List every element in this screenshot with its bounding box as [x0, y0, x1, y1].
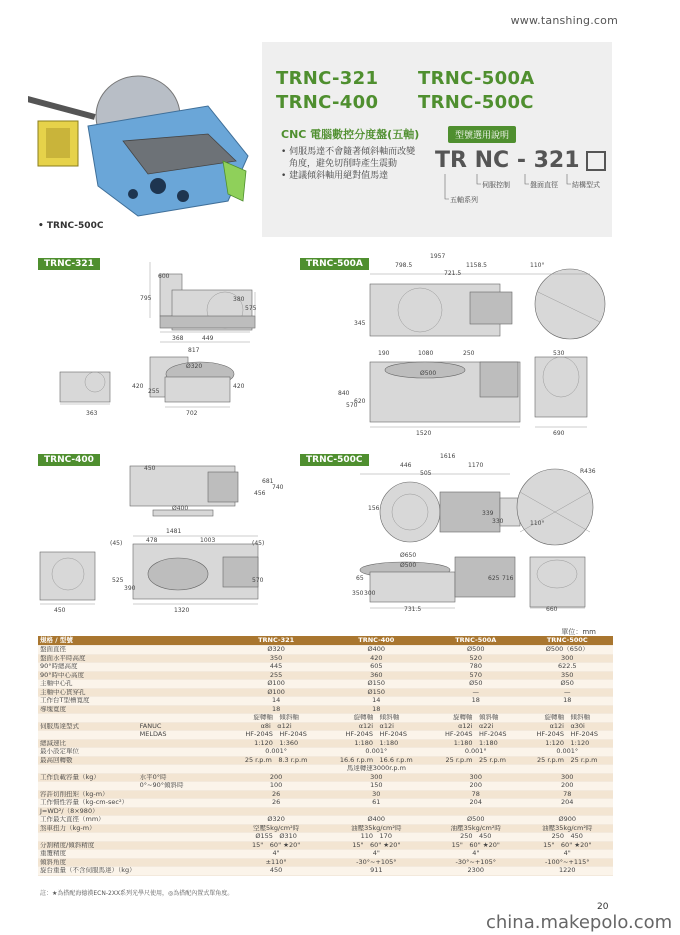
section-tag-400: TRNC-400	[38, 454, 100, 466]
table-cell: 780	[430, 663, 521, 672]
dim-500c-660: 660	[546, 606, 558, 613]
table-cell: —	[522, 688, 614, 697]
table-cell: 旋轉軸 傾斜軸	[430, 714, 521, 723]
dim-500c-446: 446	[400, 462, 412, 469]
dim-400-390: 390	[124, 585, 136, 592]
table-row	[38, 671, 613, 680]
table-cell: -30°~+105°	[323, 858, 430, 867]
dim-500a-570: 570	[346, 402, 358, 409]
spec-header-321: TRNC-321	[230, 636, 323, 646]
table-cell: HF-204S HF-204S	[430, 731, 521, 740]
model-title-500a: TRNC-500A	[418, 68, 535, 89]
site-url[interactable]: www.tanshing.com	[510, 14, 618, 27]
table-row	[38, 867, 613, 876]
dim-321-795: 795	[140, 295, 152, 302]
code-box	[586, 151, 606, 171]
dim-500a-840: 840	[338, 390, 350, 397]
dim-400-681: 681	[262, 478, 274, 485]
table-row	[38, 722, 613, 731]
dim-500c-505: 505	[420, 470, 432, 477]
table-cell: 300	[323, 773, 430, 782]
table-cell	[138, 858, 230, 867]
dim-500c-156: 156	[368, 505, 380, 512]
model-title-321: TRNC-321	[276, 68, 379, 89]
drawing-400	[38, 462, 288, 622]
dim-500c-110: 110°	[530, 520, 545, 527]
dim-400-1003: 1003	[200, 537, 216, 544]
dim-500a-1957: 1957	[430, 253, 446, 260]
dim-500a-690: 690	[553, 430, 565, 437]
table-cell: 622.5	[522, 663, 614, 672]
section-tag-500a: TRNC-500A	[300, 258, 369, 270]
dim-400-45a: (45)	[110, 540, 123, 547]
table-cell: 0.001°	[522, 748, 614, 757]
dim-500c-350: 350	[352, 590, 364, 597]
table-cell: HF-204S HF-204S	[323, 731, 430, 740]
table-cell: 伺服馬達型式	[38, 722, 138, 731]
dim-500c-716: 716	[502, 575, 514, 582]
dim-400-phi400: Ø400	[172, 505, 189, 512]
table-cell: 911	[323, 867, 430, 876]
table-cell	[138, 833, 230, 842]
table-cell: 傾斜角度	[38, 858, 138, 867]
dim-500a-110: 110°	[530, 262, 545, 269]
feature-item: • 伺服馬達不會隨著傾斜軸而改變	[281, 147, 416, 157]
table-row	[38, 663, 613, 672]
table-cell: 26	[230, 799, 323, 808]
table-cell: 油壓35kg/cm²時	[430, 824, 521, 833]
table-cell	[138, 680, 230, 689]
table-cell: 1:120 1:120	[522, 739, 614, 748]
table-row	[38, 782, 613, 791]
dim-500c-300: 300	[364, 590, 376, 597]
table-cell	[138, 654, 230, 663]
table-cell: J=WD²/（8×980）	[38, 807, 138, 816]
table-cell: HF-204S HF-204S	[522, 731, 614, 740]
table-cell: 300	[522, 773, 614, 782]
table-cell: Ø900	[522, 816, 614, 825]
code-label-series: 五軸系列	[450, 196, 478, 204]
table-cell	[138, 799, 230, 808]
table-cell	[138, 748, 230, 757]
dim-400-1481: 1481	[166, 528, 182, 535]
table-cell	[138, 867, 230, 876]
dim-500a-620: 620	[354, 398, 366, 405]
table-row	[38, 731, 613, 740]
table-cell: FANUC	[138, 722, 230, 731]
table-cell: 605	[323, 663, 430, 672]
dim-500a-phi500: Ø500	[420, 370, 437, 377]
table-cell	[38, 714, 138, 723]
table-cell	[138, 807, 230, 816]
table-cell: 350	[230, 654, 323, 663]
dim-400-450: 450	[144, 465, 156, 472]
table-cell	[138, 697, 230, 706]
table-cell	[138, 790, 230, 799]
table-cell: 100	[230, 782, 323, 791]
table-row	[38, 756, 613, 765]
dim-400-570: 570	[252, 577, 264, 584]
table-cell: 450	[230, 867, 323, 876]
table-cell: 570	[430, 671, 521, 680]
table-cell	[38, 782, 138, 791]
table-cell: Ø320	[230, 816, 323, 825]
table-cell: 0°~90°傾斜時	[138, 782, 230, 791]
table-cell: Ø50	[430, 680, 521, 689]
dim-500c-731: 731.5	[404, 606, 422, 613]
table-cell	[138, 671, 230, 680]
table-cell: 15" 60" ★20"	[430, 841, 521, 850]
feature-list	[281, 146, 441, 182]
dim-321-420a: 420	[132, 383, 144, 390]
table-cell: 61	[323, 799, 430, 808]
table-cell: 1:180 1:180	[430, 739, 521, 748]
table-cell: 分割精度/傾斜精度	[38, 841, 138, 850]
table-cell: 25 r.p.m 8.3 r.p.m	[230, 756, 323, 765]
dim-321-255: 255	[148, 388, 160, 395]
table-cell: α12i α30i	[522, 722, 614, 731]
table-cell: 18	[230, 705, 323, 714]
dim-321-600: 600	[158, 273, 170, 280]
table-cell: 26	[230, 790, 323, 799]
dim-500c-r436: R436	[580, 468, 596, 475]
table-cell: 工作台T型槽寬度	[38, 697, 138, 706]
table-cell	[138, 688, 230, 697]
table-cell: 油壓35kg/cm²時	[522, 824, 614, 833]
table-row	[38, 748, 613, 757]
table-cell: 容許切削扭矩（kg-m）	[38, 790, 138, 799]
table-cell	[230, 765, 323, 774]
table-cell: 90°時中心高度	[38, 671, 138, 680]
table-cell: 300	[430, 773, 521, 782]
table-cell: 15" 60" ★20"	[230, 841, 323, 850]
table-cell: 4"	[430, 850, 521, 859]
table-row	[38, 799, 613, 808]
dim-321-368: 368	[172, 335, 184, 342]
hero-machine-image	[28, 66, 258, 226]
table-cell: 0.001°	[230, 748, 323, 757]
table-cell	[430, 807, 521, 816]
dim-321-575: 575	[245, 305, 257, 312]
drawing-500c	[350, 462, 610, 622]
table-cell: 最高回轉數	[38, 756, 138, 765]
table-cell: 1220	[522, 867, 614, 876]
table-cell: 15" 60" ★20"	[323, 841, 430, 850]
spec-header-500c: TRNC-500C	[522, 636, 614, 646]
dim-500a-250: 250	[463, 350, 475, 357]
spec-header-400: TRNC-400	[323, 636, 430, 646]
model-guide-badge: 型號選用說明	[448, 126, 516, 143]
watermark: china.makepolo.com	[486, 912, 673, 933]
dim-500c-phi650: Ø650	[400, 552, 417, 559]
dim-321-380: 380	[233, 296, 245, 303]
table-cell: 工作負載容量（kg）	[38, 773, 138, 782]
table-cell: MELDAS	[138, 731, 230, 740]
table-cell: 78	[522, 790, 614, 799]
table-cell: 14	[323, 697, 430, 706]
table-cell	[138, 765, 230, 774]
table-row	[38, 697, 613, 706]
table-cell: 2300	[430, 867, 521, 876]
table-cell: 旋轉軸 傾斜軸	[522, 714, 614, 723]
spec-header-row	[38, 636, 613, 646]
table-cell: α8i α12i	[230, 722, 323, 731]
dim-500a-530: 530	[553, 350, 565, 357]
model-code: TR NC - 321	[435, 148, 606, 173]
table-cell: Ø155 Ø310	[230, 833, 323, 842]
table-cell: 204	[430, 799, 521, 808]
table-cell: 250 450	[522, 833, 614, 842]
table-cell: 旋台重量（不含伺服馬達）（kg）	[40, 866, 136, 874]
table-cell: Ø400	[323, 816, 430, 825]
table-cell	[522, 765, 614, 774]
table-cell: 204	[522, 799, 614, 808]
table-cell	[138, 646, 230, 655]
table-cell	[38, 731, 138, 740]
feature-item: 角度，避免切削時產生震動	[289, 159, 398, 169]
table-cell: Ø500（650）	[522, 646, 614, 655]
table-cell: Ø150	[323, 688, 430, 697]
spec-header-label: 規格 / 型號	[38, 636, 230, 646]
table-cell	[138, 756, 230, 765]
table-row	[38, 765, 613, 774]
dim-321-702: 702	[186, 410, 198, 417]
page-number: 20	[597, 902, 609, 912]
table-cell: 盤面直徑	[38, 646, 138, 655]
table-cell: HF-204S HF-204S	[230, 731, 323, 740]
table-row	[38, 714, 613, 723]
table-cell: -30°~+105°	[430, 858, 521, 867]
table-cell	[522, 807, 614, 816]
unit-label: 單位：mm	[561, 628, 596, 636]
table-cell: Ø150	[323, 680, 430, 689]
table-cell: 馬達轉速3000r.p.m	[323, 765, 430, 774]
table-row	[38, 841, 613, 850]
table-cell: 4"	[323, 850, 430, 859]
dim-500a-1158: 1158.5	[466, 262, 487, 269]
spec-table	[38, 636, 613, 876]
spec-header-500a: TRNC-500A	[430, 636, 521, 646]
drawing-321	[40, 262, 290, 422]
footnote: 註：★為搭配海德漢ECN-2XX系列光學尺使用，◎為搭配內置式單角度。	[40, 890, 234, 897]
table-cell	[138, 816, 230, 825]
table-cell	[138, 739, 230, 748]
table-cell: 250 450	[430, 833, 521, 842]
dim-321-449: 449	[202, 335, 214, 342]
table-cell: 420	[323, 654, 430, 663]
dim-500c-339: 339	[482, 510, 494, 517]
table-row	[38, 705, 613, 714]
dim-500c-1170: 1170	[468, 462, 484, 469]
table-cell: Ø320	[230, 646, 323, 655]
table-cell	[230, 807, 323, 816]
table-cell: Ø500	[430, 646, 521, 655]
table-cell	[38, 833, 138, 842]
dim-321-phi320: Ø320	[186, 363, 203, 370]
model-title-400: TRNC-400	[276, 92, 379, 113]
table-cell: 200	[230, 773, 323, 782]
dim-500c-1616: 1616	[440, 453, 456, 460]
table-cell: α12i α12i	[323, 722, 430, 731]
table-cell: 總減速比	[38, 739, 138, 748]
table-cell	[138, 705, 230, 714]
table-cell: 200	[522, 782, 614, 791]
table-cell: 1:120 1:360	[230, 739, 323, 748]
dim-500c-65: 65	[356, 575, 364, 582]
table-cell: 18	[522, 697, 614, 706]
hero-caption: • TRNC-500C	[38, 221, 104, 231]
table-cell	[138, 663, 230, 672]
table-cell	[430, 705, 521, 714]
table-cell: 200	[430, 782, 521, 791]
dim-400-450b: 450	[54, 607, 66, 614]
code-label-diameter: 盤面直徑	[530, 181, 558, 189]
dim-321-420b: 420	[233, 383, 245, 390]
dim-400-525: 525	[112, 577, 124, 584]
table-cell: —	[430, 688, 521, 697]
table-cell: 工作慣性容量（kg-cm-sec²）	[38, 799, 138, 808]
table-cell	[138, 824, 230, 833]
table-cell	[138, 714, 230, 723]
table-cell	[138, 841, 230, 850]
table-cell: 110 170	[323, 833, 430, 842]
table-cell: Ø50	[522, 680, 614, 689]
dim-400-1320: 1320	[174, 607, 190, 614]
dim-400-478: 478	[146, 537, 158, 544]
table-cell: 445	[230, 663, 323, 672]
dim-321-363: 363	[86, 410, 98, 417]
table-cell: 0.001°	[430, 748, 521, 757]
section-tag-500c: TRNC-500C	[300, 454, 369, 466]
dim-500a-798: 798.5	[395, 262, 413, 269]
table-cell	[430, 765, 521, 774]
table-cell: Ø400	[323, 646, 430, 655]
dim-500a-345: 345	[354, 320, 366, 327]
table-cell: 360	[323, 671, 430, 680]
table-cell: 0.001°	[323, 748, 430, 757]
table-row	[38, 858, 613, 867]
table-cell: 30	[323, 790, 430, 799]
table-cell: 主軸中心孔	[38, 680, 138, 689]
table-cell	[38, 765, 138, 774]
code-label-structure: 結構型式	[572, 181, 600, 189]
table-cell: 油壓35kg/cm²時	[323, 824, 430, 833]
dim-500c-phi500: Ø500	[400, 562, 417, 569]
table-cell: Ø100	[230, 680, 323, 689]
dim-500a-1080: 1080	[418, 350, 434, 357]
dim-500a-190: 190	[378, 350, 390, 357]
table-cell: 255	[230, 671, 323, 680]
dim-400-740: 740	[272, 484, 284, 491]
table-cell: 重覆精度	[38, 850, 138, 859]
table-cell: α12i α22i	[430, 722, 521, 731]
table-row	[38, 850, 613, 859]
table-cell: 主軸中心貫穿孔	[38, 688, 138, 697]
table-cell: 150	[323, 782, 430, 791]
table-cell: 78	[430, 790, 521, 799]
table-cell: 空壓5kg/cm²時	[230, 824, 323, 833]
table-cell: Ø500	[430, 816, 521, 825]
code-label-servo: 伺服控制	[482, 181, 510, 189]
table-cell	[323, 807, 430, 816]
table-row	[38, 739, 613, 748]
dim-321-817: 817	[188, 347, 200, 354]
table-cell: -100°~+115°	[522, 858, 614, 867]
table-row	[38, 654, 613, 663]
table-cell: 煞車扭力（kg-m）	[38, 824, 138, 833]
dim-500a-721: 721.5	[444, 270, 462, 277]
product-subtitle: CNC 電腦數控分度盤(五軸)	[281, 128, 420, 141]
table-row	[38, 790, 613, 799]
table-cell: 盤面水平時高度	[38, 654, 138, 663]
table-cell: 350	[522, 671, 614, 680]
dim-500c-330: 330	[492, 518, 504, 525]
table-cell: 300	[522, 654, 614, 663]
table-cell: 25 r.p.m 25 r.p.m	[522, 756, 614, 765]
table-cell: 旋轉軸 傾斜軸	[230, 714, 323, 723]
table-cell: 旋轉軸 傾斜軸	[323, 714, 430, 723]
section-tag-321: TRNC-321	[38, 258, 100, 270]
table-row	[38, 824, 613, 833]
table-row	[38, 646, 613, 655]
table-cell	[522, 705, 614, 714]
table-cell	[138, 850, 230, 859]
dim-400-45b: (45)	[252, 540, 265, 547]
table-cell: 15" 60" ★20"	[522, 841, 614, 850]
table-cell: Ø100	[230, 688, 323, 697]
table-cell: 4"	[230, 850, 323, 859]
table-row	[38, 688, 613, 697]
table-cell: 工作最大直徑（mm）	[38, 816, 138, 825]
table-row	[38, 833, 613, 842]
table-row	[38, 816, 613, 825]
table-row	[38, 773, 613, 782]
table-row	[38, 680, 613, 689]
table-cell: 4"	[522, 850, 614, 859]
table-cell: 520	[430, 654, 521, 663]
table-cell: 1:180 1:180	[323, 739, 430, 748]
table-cell: 最小設定單位	[38, 748, 138, 757]
table-cell: ±110°	[230, 858, 323, 867]
table-cell: 14	[230, 697, 323, 706]
table-row	[38, 807, 613, 816]
table-cell: 90°時總高度	[38, 663, 138, 672]
dim-400-456: 456	[254, 490, 266, 497]
table-cell: 導塊寬度	[38, 705, 138, 714]
table-cell: 水平0°時	[138, 773, 230, 782]
dim-500c-625: 625	[488, 575, 500, 582]
feature-item: • 建議傾斜軸用絕對值馬達	[281, 171, 389, 181]
table-cell: 18	[430, 697, 521, 706]
dim-500a-1520: 1520	[416, 430, 432, 437]
model-title-500c: TRNC-500C	[418, 92, 534, 113]
table-cell: 16.6 r.p.m 16.6 r.p.m	[323, 756, 430, 765]
table-cell: 25 r.p.m 25 r.p.m	[430, 756, 521, 765]
table-cell: 18	[323, 705, 430, 714]
